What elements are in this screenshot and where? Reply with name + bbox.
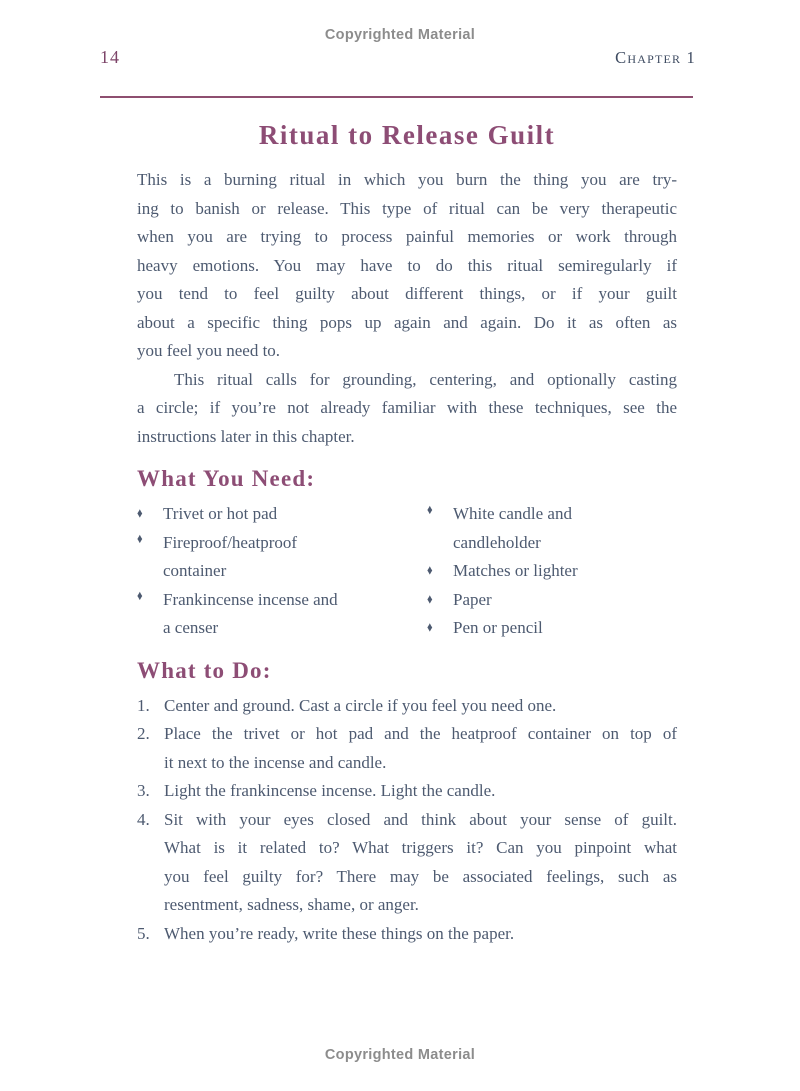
- list-item-text: [163, 586, 427, 643]
- list-item-text: [453, 586, 677, 615]
- header-divider-rule: [100, 96, 693, 98]
- text-line: it next to the incense and candle.: [164, 752, 387, 772]
- supplies-list: [137, 500, 677, 643]
- text-line: Center and ground. Cast a circle if you feel you need one.: [164, 695, 557, 715]
- diamond-bullet-icon: ♦: [427, 563, 433, 579]
- step-text: [164, 720, 677, 777]
- text-line: a censer: [163, 618, 219, 637]
- instruction-steps: [137, 692, 677, 949]
- list-item: [427, 500, 677, 557]
- step-number: 2.: [137, 724, 150, 743]
- diamond-bullet-icon: ♦: [137, 531, 143, 547]
- body-paragraph: [137, 366, 677, 452]
- list-item-text: [163, 529, 427, 586]
- list-item-text: [163, 500, 427, 529]
- text-line: you feel guilty for? There may be associated feelings, such as: [164, 866, 677, 886]
- text-line: White candle and: [453, 504, 572, 523]
- text-line: ing to banish or release. This type of ritual can be very therapeutic: [137, 198, 677, 218]
- numbered-step: [137, 692, 677, 721]
- list-item: [137, 586, 427, 643]
- diamond-bullet-icon: ♦: [137, 506, 143, 522]
- diamond-bullet-icon: ♦: [137, 588, 143, 604]
- page-title: Ritual to Release Guilt: [258, 120, 556, 150]
- text-line: a circle; if you’re not already familiar with these techniques, see the: [137, 398, 677, 417]
- list-item-text: [453, 614, 677, 643]
- numbered-step: [137, 920, 677, 949]
- supplies-column: [427, 500, 677, 643]
- text-line: you feel you need to.: [137, 341, 281, 360]
- step-text: [164, 692, 677, 721]
- step-number: 4.: [137, 809, 150, 829]
- list-item: [137, 529, 427, 586]
- text-line: Place the trivet or hot pad and the heatproof container on top of: [164, 724, 677, 743]
- text-line: Sit with your eyes closed and think about your sense of guilt.: [164, 809, 677, 829]
- list-item: [427, 557, 677, 586]
- numbered-step: [137, 806, 677, 920]
- step-text: [164, 920, 677, 949]
- copyright-watermark-top: Copyrighted Material: [324, 27, 476, 43]
- text-line: heavy emotions. You may have to do this ritual semiregularly if: [137, 255, 677, 275]
- intro-paragraphs: [137, 166, 677, 451]
- text-line: This ritual calls for grounding, centering, and optionally casting: [174, 369, 677, 389]
- text-line: Trivet or hot pad: [163, 504, 278, 523]
- text-line: Light the frankincense incense. Light the candle.: [164, 781, 496, 800]
- list-item-text: [453, 500, 677, 557]
- what-to-do-heading: What to Do:: [137, 657, 272, 683]
- step-number: 3.: [137, 781, 150, 800]
- diamond-bullet-icon: ♦: [427, 620, 433, 636]
- page-header: [100, 47, 696, 68]
- text-line: Pen or pencil: [453, 618, 543, 637]
- step-text: [164, 806, 677, 920]
- text-line: What is it related to? What triggers it? Can you pinpoint what: [164, 838, 677, 857]
- list-item-text: [453, 557, 677, 586]
- body-paragraph: [137, 166, 677, 366]
- text-line: resentment, sadness, shame, or anger.: [164, 895, 419, 914]
- step-text: [164, 777, 677, 806]
- text-line: instructions later in this chapter.: [137, 426, 355, 446]
- text-line: when you are trying to process painful memories or work through: [137, 227, 677, 246]
- step-number: 1.: [137, 695, 150, 715]
- numbered-step: [137, 720, 677, 777]
- list-item: [427, 586, 677, 615]
- numbered-step: [137, 777, 677, 806]
- chapter-label: Chapter 1: [615, 48, 696, 67]
- list-item: [137, 500, 427, 529]
- text-line: Fireproof/heatproof: [163, 532, 298, 552]
- copyright-watermark-bottom: Copyrighted Material: [324, 1047, 476, 1063]
- text-line: Matches or lighter: [453, 561, 578, 580]
- diamond-bullet-icon: ♦: [427, 502, 433, 518]
- diamond-bullet-icon: ♦: [427, 591, 433, 607]
- text-line: about a specific thing pops up again and again. Do it as often as: [137, 312, 677, 332]
- list-item: [427, 614, 677, 643]
- page-number: 14: [100, 47, 120, 67]
- what-you-need-heading: What You Need:: [137, 466, 316, 491]
- page-content: [137, 118, 677, 948]
- text-line: container: [163, 561, 227, 580]
- text-line: This is a burning ritual in which you burn the thing you are try-: [137, 170, 677, 189]
- text-line: Paper: [453, 589, 492, 609]
- text-line: When you’re ready, write these things on the paper.: [164, 923, 515, 943]
- text-line: you tend to feel guilty about different things, or if your guilt: [137, 284, 677, 303]
- step-number: 5.: [137, 923, 150, 943]
- text-line: candleholder: [453, 532, 541, 552]
- supplies-column: [137, 500, 427, 643]
- text-line: Frankincense incense and: [163, 589, 338, 609]
